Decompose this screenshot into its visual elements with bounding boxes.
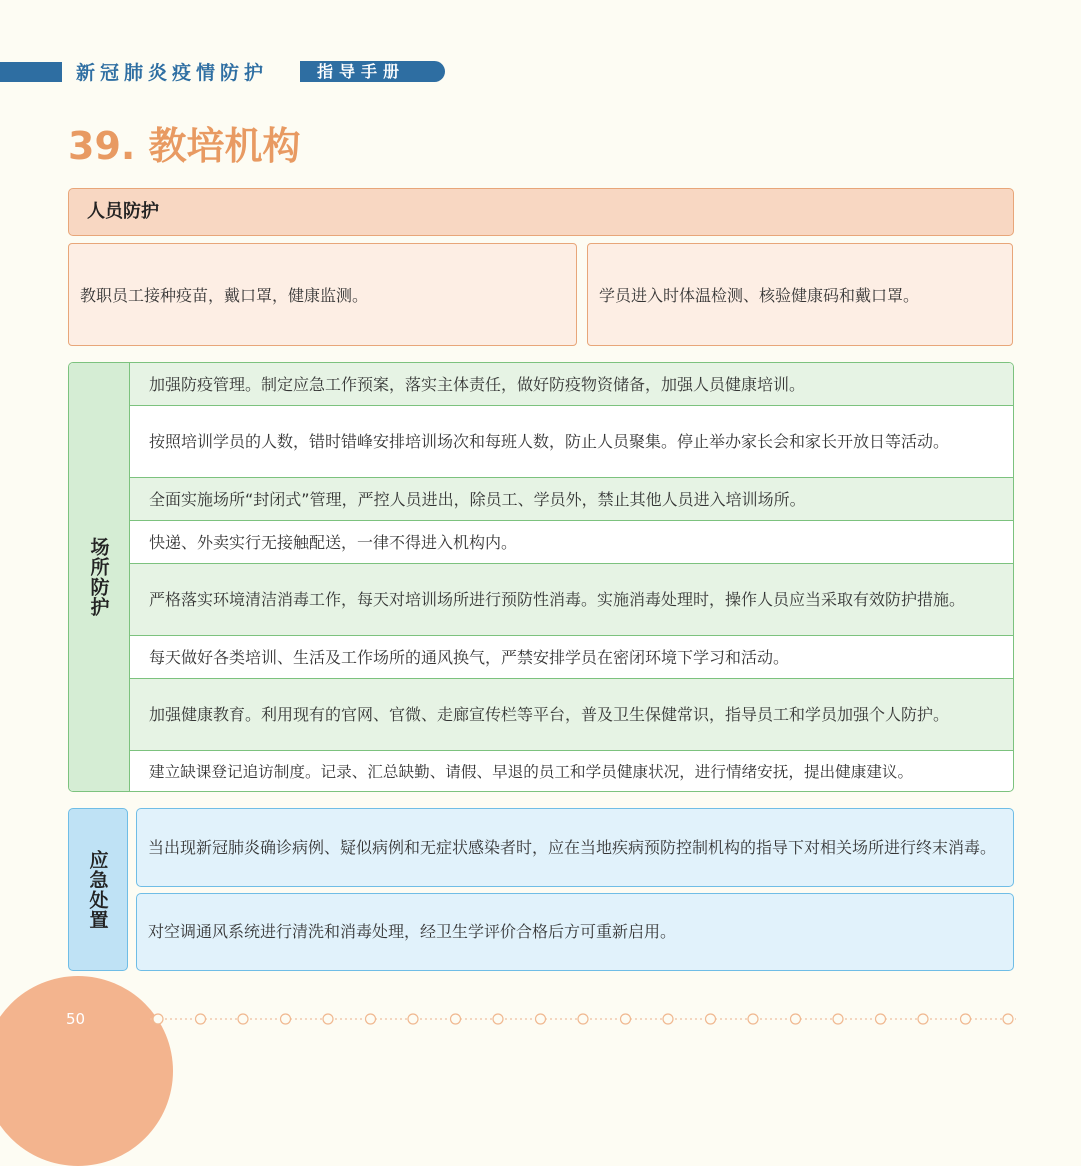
footer-dot-icon xyxy=(876,1014,886,1024)
footer-dot-icon xyxy=(323,1014,333,1024)
footer-dot-icon xyxy=(621,1014,631,1024)
site-protection-label-cell xyxy=(69,363,130,791)
site-row xyxy=(130,751,1013,792)
emergency-label: 应急处置 xyxy=(86,849,109,930)
footer-dot-icon xyxy=(833,1014,843,1024)
site-row xyxy=(130,406,1013,478)
page-number: 50 xyxy=(66,1010,86,1028)
footer-dotted-line xyxy=(150,1012,1016,1026)
page-title: 39. 教培机构 xyxy=(68,124,301,168)
site-row xyxy=(130,521,1013,564)
footer-dot-icon xyxy=(791,1014,801,1024)
footer-dot-icon xyxy=(706,1014,716,1024)
footer-dot-icon xyxy=(238,1014,248,1024)
footer-dot-icon xyxy=(153,1014,163,1024)
footer-dot-icon xyxy=(1003,1014,1013,1024)
footer-dot-icon xyxy=(408,1014,418,1024)
footer-dot-icon xyxy=(493,1014,503,1024)
footer-dot-icon xyxy=(536,1014,546,1024)
site-row xyxy=(130,478,1013,521)
emergency-row xyxy=(136,808,1014,887)
personnel-heading: 人员防护 xyxy=(68,188,1014,236)
emergency-row xyxy=(136,893,1014,971)
site-row-text: 按照培训学员的人数，错时错峰安排培训场次和每班人数，防止人员聚集。停止举办家长会和家长开放日等活动。 xyxy=(149,432,950,451)
site-row-text: 建立缺课登记追访制度。记录、汇总缺勤、请假、早退的员工和学员健康状况，进行情绪安抚，提出健康建议。 xyxy=(149,762,914,781)
site-protection-label: 场所防护 xyxy=(87,537,110,617)
footer-dot-icon xyxy=(578,1014,588,1024)
site-row xyxy=(130,564,1013,636)
site-row-text: 严格落实环境清洁消毒工作，每天对培训场所进行预防性消毒。实施消毒处理时，操作人员应当采取有效防护措施。 xyxy=(149,590,966,609)
footer-dot-icon xyxy=(366,1014,376,1024)
footer-dot-icon xyxy=(748,1014,758,1024)
site-row-text: 加强防疫管理。制定应急工作预案，落实主体责任，做好防疫物资储备，加强人员健康培训。 xyxy=(149,374,806,394)
site-row xyxy=(130,636,1013,679)
personnel-staff-text: 教职员工接种疫苗，戴口罩，健康监测。 xyxy=(80,286,369,305)
personnel-student-cell xyxy=(587,243,1013,346)
site-row xyxy=(130,363,1013,406)
footer-dot-icon xyxy=(918,1014,928,1024)
page-corner-circle xyxy=(0,976,173,1166)
site-protection-rows xyxy=(130,363,1013,791)
site-protection-table xyxy=(68,362,1014,792)
emergency-row-text: 当出现新冠肺炎确诊病例、疑似病例和无症状感染者时，应在当地疾病预防控制机构的指导下对相关场所进行终末消毒。 xyxy=(148,837,997,857)
site-row-text: 加强健康教育。利用现有的官网、官微、走廊宣传栏等平台，普及卫生保健常识，指导员工和学员加强个人防护。 xyxy=(149,705,950,724)
site-row-text: 每天做好各类培训、生活及工作场所的通风换气，严禁安排学员在密闭环境下学习和活动。 xyxy=(149,647,790,667)
site-row-text: 全面实施场所“封闭式”管理，严控人员进出，除员工、学员外，禁止其他人员进入培训场所。 xyxy=(149,489,806,509)
personnel-student-text: 学员进入时体温检测、核验健康码和戴口罩。 xyxy=(599,286,920,305)
footer-dot-icon xyxy=(281,1014,291,1024)
emergency-row-text: 对空调通风系统进行清洗和消毒处理，经卫生学评价合格后方可重新启用。 xyxy=(148,922,677,941)
footer-dot-icon xyxy=(663,1014,673,1024)
header-tag: 指导手册 xyxy=(300,61,445,82)
emergency-label-cell xyxy=(68,808,128,971)
footer-dot-icon xyxy=(196,1014,206,1024)
header-section-title: 新冠肺炎疫情防护 xyxy=(76,62,269,84)
header-accent-bar xyxy=(0,62,62,82)
personnel-staff-cell xyxy=(68,243,577,346)
footer-dot-icon xyxy=(451,1014,461,1024)
site-row-text: 快递、外卖实行无接触配送，一律不得进入机构内。 xyxy=(149,532,518,552)
footer-dot-icon xyxy=(961,1014,971,1024)
site-row xyxy=(130,679,1013,751)
